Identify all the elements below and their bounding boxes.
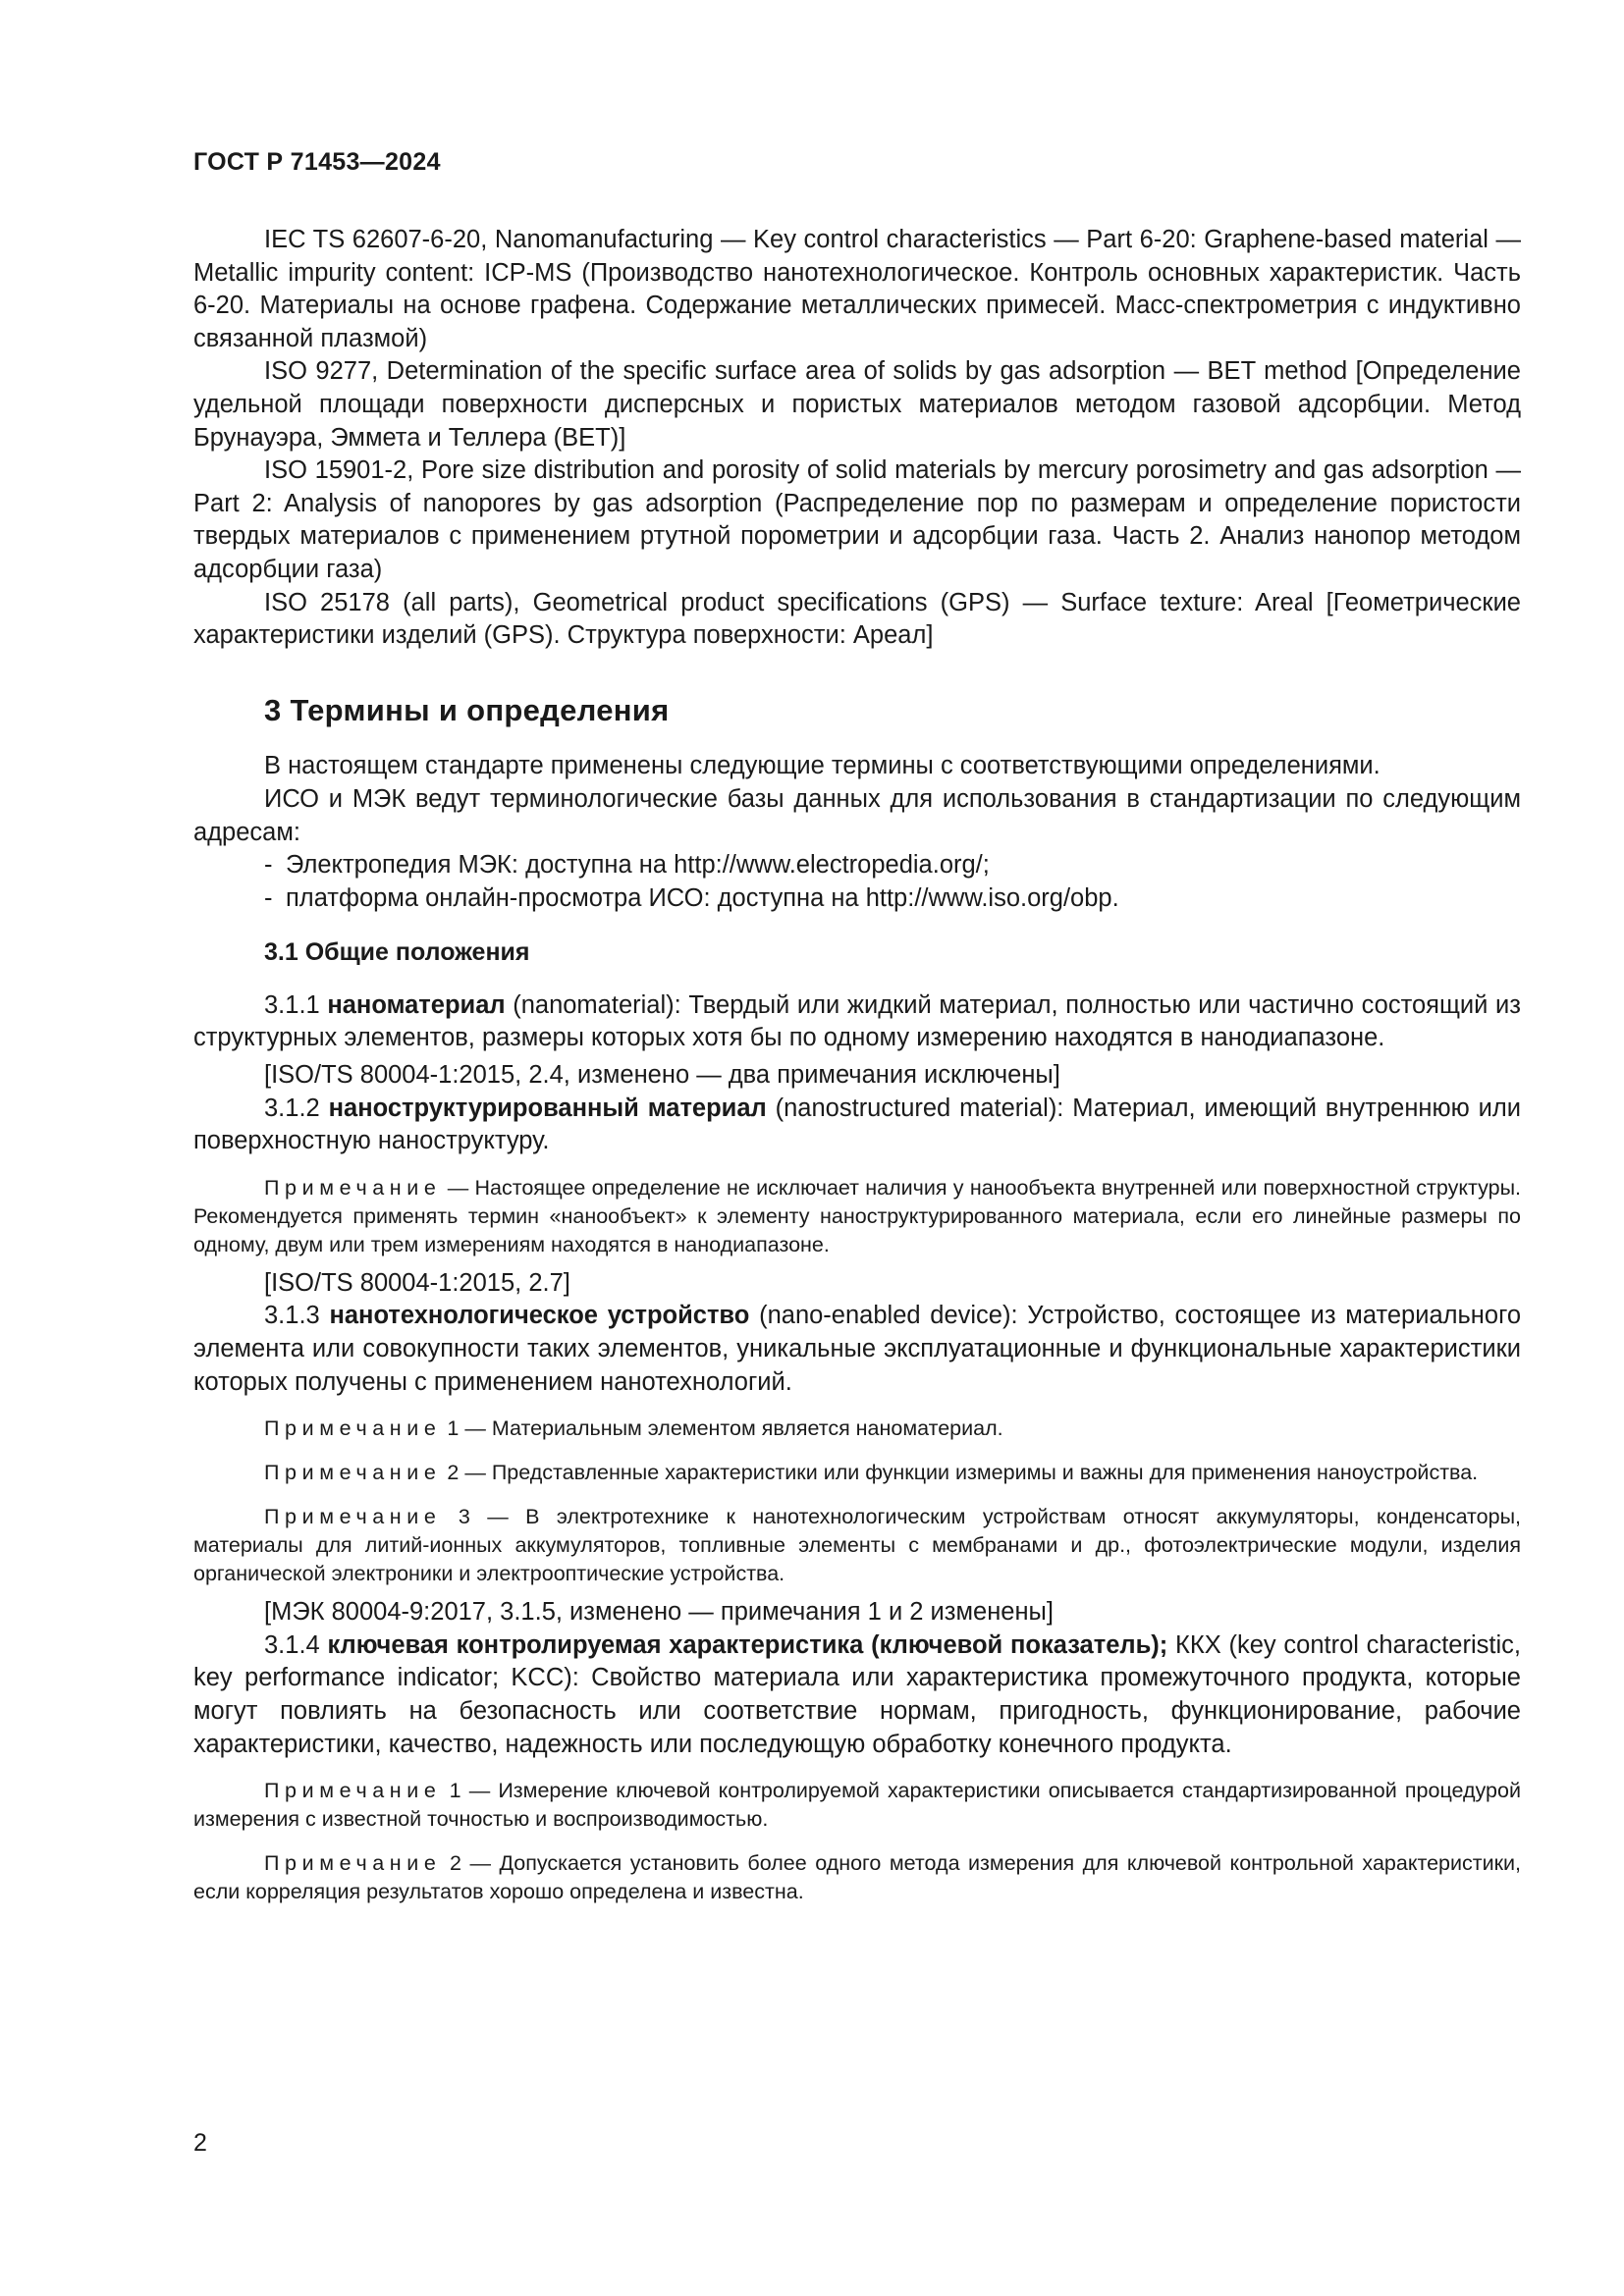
reference-item: ISO 9277, Determination of the specific surface area of solids by gas adsorption — BET method [Определение удельной площади поверхности дисперсных и пористых материалов методом газовой адсорбции. Метод Брунауэра, Эммета и Теллера (BET)]: [193, 357, 1521, 452]
term-name: нанотехнологическое устройство: [329, 1302, 750, 1330]
section-title: 3 Термины и определения: [264, 692, 670, 727]
term-source: [ISO/TS 80004-1:2015, 2.7]: [264, 1268, 570, 1297]
reference-item: ISO 25178 (all parts), Geometrical product specifications (GPS) — Surface texture: Areal [Геометрические характеристики изделий (GPS). Структура поверхности: Ареал]: [193, 588, 1521, 650]
term-note: Примечание 2 — Представленные характеристики или функции измеримы и важны для применения наноустройства.: [264, 1461, 1479, 1485]
term-note: Примечание 1 — Материальным элементом является наноматериал.: [264, 1416, 1003, 1441]
term-note: Примечание 3 — В электротехнике к нанотехнологическим устройствам относят аккумуляторы, конденсаторы, материалы для литий-ионных аккумуляторов, топливные элементы с мембранами и др., фотоэлектрические модули, изделия органической электроники и электрооптические устройства.: [193, 1505, 1521, 1586]
page-number: 2: [193, 2129, 207, 2157]
normative-references: [193, 224, 1521, 653]
term-note: Примечание 2 — Допускается установить более одного метода измерения для ключевой контрольной характеристики, если корреляция результатов хорошо определена и известна.: [193, 1851, 1521, 1904]
term-name: ключевая контролируемая характеристика (ключевой показатель);: [327, 1630, 1168, 1659]
term-source: [ISO/TS 80004-1:2015, 2.4, изменено — два примечания исключены]: [264, 1061, 1060, 1090]
term-source: [МЭК 80004-9:2017, 3.1.5, изменено — примечания 1 и 2 изменены]: [264, 1598, 1054, 1627]
document-header: ГОСТ Р 71453—2024: [193, 148, 441, 176]
term-3-1-4: 3.1.4 ключевая контролируемая характеристика (ключевой показатель); ККХ (key control characteristic, key performance indicator; KCC): Свойство материала или характеристика промежуточного продукта, которые могут повлиять на безопасность или соответствие нормам, пригодность, функционирование, рабочие характеристики, качество, надежность или последующую обработку конечного продукта.: [193, 1630, 1521, 1758]
page-content: [193, 224, 1521, 1914]
list-item: - Электропедия МЭК: доступна на http://www.electropedia.org/;: [264, 851, 990, 880]
term-note: Примечание 1 — Измерение ключевой контролируемой характеристики описывается стандартизированной процедурой измерения с известной точностью и воспроизводимостью.: [193, 1779, 1521, 1832]
term-3-1-3: 3.1.3 нанотехнологическое устройство (nano-enabled device): Устройство, состоящее из материального элемента или совокупности таких элементов, уникальные эксплуатационные и функциональные характеристики которых получены с применением нанотехнологий.: [193, 1302, 1521, 1396]
intro-paragraph: ИСО и МЭК ведут терминологические базы данных для использования в стандартизации по следующим адресам:: [193, 784, 1521, 846]
reference-item: IEC TS 62607-6-20, Nanomanufacturing — Key control characteristics — Part 6-20: Graphene-based material — Metallic impurity content: ICP-MS (Производство нанотехнологическое. Контроль основных характеристик. Часть 6-20. Материалы на основе графена. Содержание металлических примесей. Масс-спектрометрия с индуктивно связанной плазмой): [193, 226, 1521, 352]
term-name: наноматериал: [327, 990, 506, 1019]
subsection-title: 3.1 Общие положения: [264, 938, 530, 967]
reference-item: ISO 15901-2, Pore size distribution and porosity of solid materials by mercury porosimetry and gas adsorption — Part 2: Analysis of nanopores by gas adsorption (Распределение пор по размерам и определение пористости твердых материалов с применением ртутной порометрии и адсорбции газа. Часть 2. Анализ нанопор методом адсорбции газа): [193, 456, 1521, 583]
term-note: Примечание — Настоящее определение не исключает наличия у нанообъекта внутренней или поверхностной структуры. Рекомендуется применять термин «нанообъект» к элементу наноструктурированного материала, если его линейные размеры по одному, двум или трем измерениям находятся в нанодиапазоне.: [193, 1175, 1521, 1256]
term-3-1-1: 3.1.1 наноматериал (nanomaterial): Твердый или жидкий материал, полностью или частично состоящий из структурных элементов, размеры которых хотя бы по одному измерению находятся в нанодиапазоне.: [193, 990, 1521, 1052]
term-3-1-2: 3.1.2 наноструктурированный материал (nanostructured material): Материал, имеющий внутреннюю или поверхностную наноструктуру.: [193, 1094, 1521, 1155]
intro-paragraph: В настоящем стандарте применены следующие термины с соответствующими определениями.: [264, 752, 1380, 780]
list-item: - платформа онлайн-просмотра ИСО: доступна на http://www.iso.org/obp.: [264, 883, 1119, 912]
term-name: наноструктурированный материал: [328, 1094, 767, 1122]
